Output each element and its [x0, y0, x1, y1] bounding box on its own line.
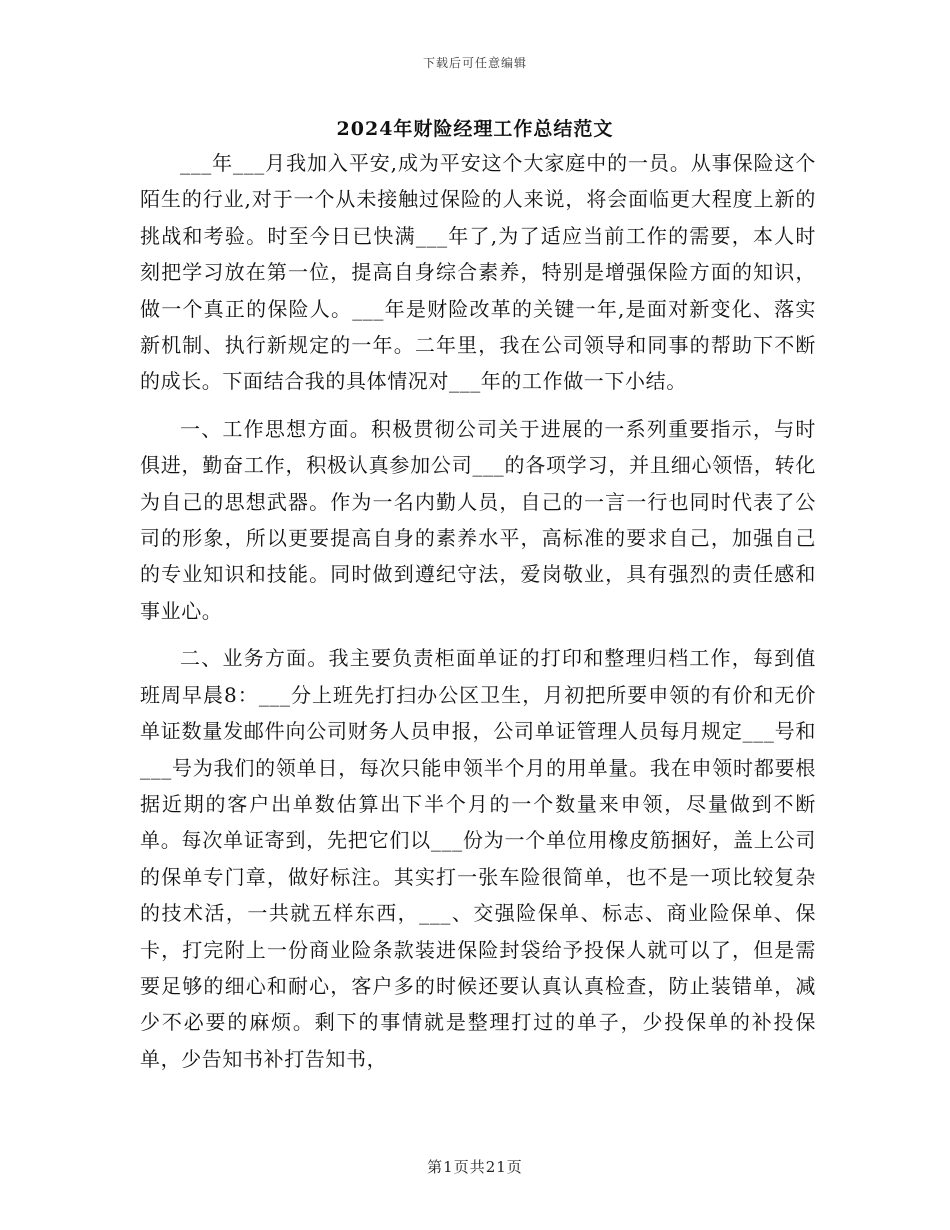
paragraph-intro: ___年___月我加入平安,成为平安这个大家庭中的一员。从事保险这个陌生的行业,对于一个从未接触过保险的人来说，将会面临更大程度上新的挑战和考验。时至今日已快满___年了,为了适应当前工作的需要，本人时刻把学习放在第一位，提高自身综合素养，特别是增强保险方面的知识，做一个真正的保险人。___年是财险改革的关键一年,是面对新变化、落实新机制、执行新规定的一年。二年里，我在公司领导和同事的帮助下不断的成长。下面结合我的具体情况对___年的工作做一下小结。 [140, 151, 816, 394]
document-body [140, 145, 816, 1077]
page-number: 第1页共21页 [427, 1158, 523, 1176]
paragraph-work-thought: 一、工作思想方面。积极贯彻公司关于进展的一系列重要指示，与时俱进，勤奋工作，积极认真参加公司___的各项学习，并且细心领悟，转化为自己的思想武器。作为一名内勤人员，自己的一言一行也同时代表了公司的形象，所以更要提高自身的素养水平，高标准的要求自己，加强自己的专业知识和技能。同时做到遵纪守法，爱岗敬业，具有强烈的责任感和事业心。 [140, 416, 816, 623]
download-note: 下载后可任意编辑 [422, 56, 527, 70]
paragraph-business: 二、业务方面。我主要负责柜面单证的打印和整理归档工作，每到值班周早晨8：___分上班先打扫办公区卫生，月初把所要申领的有价和无价单证数量发邮件向公司财务人员申报，公司单证管理人员每月规定___号和___号为我们的领单日，每次只能申领半个月的用单量。我在申领时都要根据近期的客户出单数估算出下半个月的一个数量来申领，尽量做到不断单。每次单证寄到，先把它们以___份为一个单位用橡皮筋捆好，盖上公司的保单专门章，做好标注。其实打一张车险很简单，也不是一项比较复杂的技术活，一共就五样东西，___、交强险保单、标志、商业险保单、保卡，打完附上一份商业险条款装进保险封袋给予投保人就可以了，但是需要足够的细心和耐心，客户多的时候还要认真认真检查，防止装错单，减少不必要的麻烦。剩下的事情就是整理打过的单子，少投保单的补投保单，少告知书补打告知书， [140, 646, 816, 1071]
document-title: 2024年财险经理工作总结范文 [336, 118, 614, 140]
